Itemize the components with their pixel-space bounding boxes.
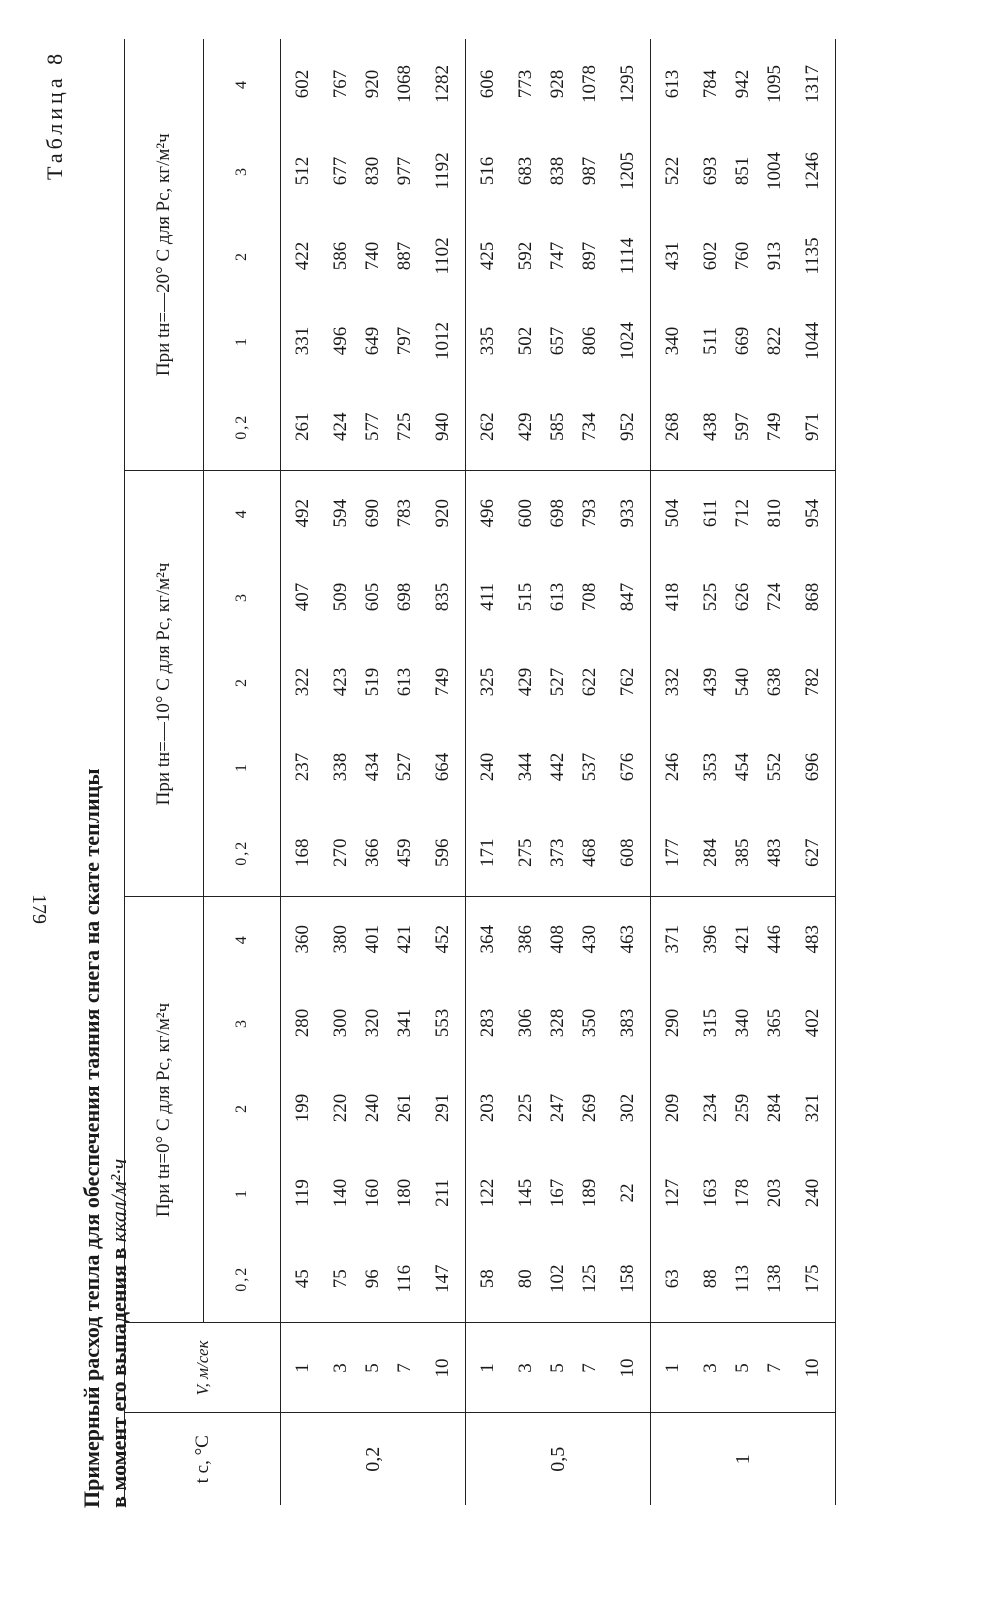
value-cell: 338 [330,752,351,782]
value-cell: 353 [700,752,721,782]
value-cell: 344 [515,752,536,782]
value-cell: 434 [362,752,383,782]
value-cell: 341 [394,1008,415,1038]
page-number: 179 [28,894,50,924]
speed-cell: 10 [606,1323,651,1413]
value-cell: 806 [579,326,600,356]
value-cell: 269 [579,1093,600,1123]
value-cell: 280 [292,1008,313,1038]
value-cell: 365 [764,1008,785,1038]
value-cell: 421 [389,897,421,981]
value-cell: 167 [547,1178,568,1208]
value-cell: 335 [466,299,511,383]
value-cell: 597 [732,412,753,441]
value-cell: 402 [802,1008,823,1038]
value-cell: 592 [515,241,536,271]
value-cell: 75 [330,1269,351,1289]
speed-cell: 3 [325,1323,357,1413]
value-cell: 240 [362,1093,383,1123]
value-cell: 483 [791,897,836,981]
value-cell: 240 [802,1178,823,1208]
value-cell: 332 [651,639,696,725]
value-cell: 605 [362,582,383,612]
value-cell: 429 [515,412,536,441]
pc-header: 3 [204,129,281,213]
value-cell: 509 [330,582,351,612]
value-cell: 602 [292,69,313,99]
speed-cell: 7 [574,1323,606,1413]
value-cell: 553 [432,1008,453,1038]
value-cell: 163 [700,1178,721,1208]
value-cell: 209 [651,1065,696,1151]
value-cell: 537 [579,752,600,782]
value-cell: 175 [802,1264,823,1293]
value-cell: 690 [357,471,389,555]
value-cell: 424 [330,412,351,441]
value-cell: 527 [394,752,415,782]
value-cell: 594 [325,471,357,555]
value-cell: 1004 [764,152,785,190]
value-cell: 386 [510,897,542,981]
pc-header: 0,2 [204,809,281,897]
value-cell: 920 [421,471,466,555]
value-cell: 350 [579,1008,600,1038]
value-cell: 1246 [802,152,823,190]
value-cell: 203 [466,1065,511,1151]
value-cell: 418 [651,555,696,639]
value-cell: 225 [515,1093,536,1123]
value-cell: 171 [466,809,511,897]
speed-cell: 7 [759,1323,791,1413]
value-cell: 325 [466,639,511,725]
value-cell: 284 [764,1093,785,1123]
temperature-header: t c, °C [125,1413,281,1505]
value-cell: 283 [466,981,511,1065]
table-row [695,39,727,1505]
value-cell: 102 [547,1264,568,1293]
speed-cell: 5 [542,1323,574,1413]
value-cell: 606 [466,39,511,129]
table-row [727,39,759,1505]
value-cell: 897 [579,241,600,271]
value-cell: 411 [466,555,511,639]
speed-cell: 7 [389,1323,421,1413]
value-cell: 22 [617,1183,638,1203]
speed-cell: 10 [421,1323,466,1413]
speed-cell: 5 [357,1323,389,1413]
value-cell: 511 [700,327,721,355]
value-cell: 835 [432,582,453,612]
title-line-1: Примерный расход тепла для обеспечения таяния снега на скате теплицы [79,768,104,1508]
value-cell: 847 [617,582,638,612]
value-cell: 613 [547,582,568,612]
value-cell: 649 [362,326,383,356]
value-cell: 747 [547,241,568,271]
value-cell: 408 [542,897,574,981]
value-cell: 552 [764,752,785,782]
temperature-cell: 0,2 [281,1413,466,1505]
value-cell: 421 [727,897,759,981]
value-cell: 693 [700,156,721,186]
pc-header: 0,2 [204,1235,281,1323]
value-cell: 1317 [802,65,823,103]
value-cell: 1282 [432,65,453,103]
value-cell: 203 [764,1178,785,1208]
value-cell: 669 [732,326,753,356]
value-cell: 940 [432,412,453,441]
value-cell: 933 [606,471,651,555]
value-cell: 734 [579,412,600,441]
value-cell: 270 [330,838,351,867]
value-cell: 340 [732,1008,753,1038]
pc-header: 2 [204,639,281,725]
table-row [542,39,574,1505]
value-cell: 527 [547,667,568,697]
value-cell: 783 [389,471,421,555]
value-cell: 80 [515,1269,536,1289]
value-cell: 422 [292,241,313,271]
value-cell: 762 [617,667,638,697]
value-cell: 452 [421,897,466,981]
value-cell: 724 [764,582,785,612]
value-cell: 797 [394,326,415,356]
value-cell: 698 [542,471,574,555]
value-cell: 496 [466,471,511,555]
value-cell: 446 [759,897,791,981]
value-cell: 468 [579,838,600,867]
value-cell: 383 [617,1008,638,1038]
value-cell: 425 [466,213,511,299]
data-table [124,39,836,1505]
value-cell: 268 [651,383,696,471]
speed-cell: 1 [651,1323,696,1413]
value-cell: 439 [700,667,721,697]
value-cell: 585 [547,412,568,441]
value-cell: 512 [292,156,313,186]
value-cell: 247 [547,1093,568,1123]
value-cell: 596 [432,838,453,867]
value-cell: 371 [651,897,696,981]
value-cell: 698 [394,582,415,612]
title-units: ккал/м²·ч [106,1158,131,1243]
value-cell: 887 [394,241,415,271]
value-cell: 373 [547,838,568,867]
value-cell: 987 [579,156,600,186]
value-cell: 438 [700,412,721,441]
value-cell: 442 [547,752,568,782]
title-line-2-prefix: в момент его выпадения в [106,1247,131,1508]
speed-cell: 1 [466,1323,511,1413]
value-cell: 1205 [617,152,638,190]
value-cell: 380 [325,897,357,981]
temperature-cell: 0,5 [466,1413,651,1505]
value-cell: 320 [362,1008,383,1038]
value-cell: 1068 [394,65,415,103]
value-cell: 96 [362,1269,383,1289]
speed-cell: 3 [510,1323,542,1413]
value-cell: 160 [362,1178,383,1208]
value-cell: 822 [764,326,785,356]
value-cell: 830 [362,156,383,186]
value-cell: 366 [362,838,383,867]
table-row [510,39,542,1505]
table-row [466,39,511,1505]
value-cell: 122 [466,1151,511,1235]
value-cell: 429 [515,667,536,697]
value-cell: 199 [292,1093,313,1123]
value-cell: 1192 [432,152,453,190]
value-cell: 1135 [802,237,823,275]
value-cell: 364 [466,897,511,981]
value-cell: 626 [732,582,753,612]
pc-header: 3 [204,555,281,639]
value-cell: 138 [764,1264,785,1293]
value-cell: 1114 [617,237,638,275]
value-cell: 810 [759,471,791,555]
value-cell: 328 [547,1008,568,1038]
speed-cell: 3 [695,1323,727,1413]
table-block [651,39,836,1505]
pc-header: 2 [204,1065,281,1151]
pc-header: 2 [204,213,281,299]
value-cell: 784 [700,69,721,99]
value-cell: 638 [764,667,785,697]
value-cell: 178 [732,1178,753,1208]
value-cell: 677 [330,156,351,186]
value-cell: 321 [802,1093,823,1123]
table-row [574,39,606,1505]
value-cell: 516 [466,129,511,213]
value-cell: 868 [802,582,823,612]
value-cell: 725 [394,412,415,441]
value-cell: 322 [292,667,313,697]
value-cell: 290 [651,981,696,1065]
value-cell: 119 [292,1179,313,1207]
pc-header: 0,2 [204,383,281,471]
value-cell: 740 [362,241,383,271]
value-cell: 577 [362,412,383,441]
value-cell: 63 [651,1235,696,1323]
value-cell: 262 [466,383,511,471]
value-cell: 913 [764,241,785,271]
value-cell: 782 [802,667,823,697]
speed-cell: 10 [791,1323,836,1413]
value-cell: 407 [292,582,313,612]
pc-header: 1 [204,1151,281,1235]
table-block [281,39,466,1505]
value-cell: 793 [574,471,606,555]
value-cell: 608 [617,838,638,867]
value-cell: 504 [651,471,696,555]
value-cell: 284 [700,838,721,867]
value-cell: 463 [606,897,651,981]
pc-header: 1 [204,299,281,383]
value-cell: 954 [791,471,836,555]
pc-header: 4 [204,471,281,555]
value-cell: 540 [732,667,753,697]
value-cell: 760 [732,241,753,271]
value-cell: 237 [292,752,313,782]
table-row [421,39,466,1505]
value-cell: 496 [330,326,351,356]
value-cell: 1295 [617,65,638,103]
value-cell: 261 [292,412,313,441]
value-cell: 423 [330,667,351,697]
table-row [281,39,326,1505]
value-cell: 189 [579,1178,600,1208]
value-cell: 396 [695,897,727,981]
value-cell: 483 [764,838,785,867]
value-cell: 664 [432,752,453,782]
value-cell: 259 [732,1093,753,1123]
value-cell: 246 [651,725,696,809]
value-cell: 622 [579,667,600,697]
value-cell: 302 [617,1093,638,1123]
group-header-minus20c: При tн=—20° С для Pc, кг/м²ч [125,39,204,471]
value-cell: 971 [802,412,823,441]
value-cell: 1044 [802,322,823,360]
value-cell: 360 [281,897,326,981]
value-cell: 291 [432,1093,453,1123]
value-cell: 977 [394,156,415,186]
value-cell: 838 [547,156,568,186]
value-cell: 712 [727,471,759,555]
pc-header: 1 [204,725,281,809]
value-cell: 306 [515,1008,536,1038]
value-cell: 177 [651,809,696,897]
value-cell: 140 [330,1178,351,1208]
pc-header: 3 [204,981,281,1065]
group-header-0c: При tн=0° С для Pc, кг/м²ч [125,897,204,1323]
group-header-minus10c: При tн=—10° С для Pc, кг/м²ч [125,471,204,897]
pc-header: 4 [204,39,281,129]
value-cell: 158 [617,1264,638,1293]
value-cell: 401 [357,897,389,981]
value-cell: 613 [651,39,696,129]
value-cell: 1102 [432,237,453,275]
value-cell: 525 [700,582,721,612]
value-cell: 942 [732,69,753,99]
value-cell: 88 [700,1269,721,1289]
value-cell: 696 [802,752,823,782]
value-cell: 1012 [432,322,453,360]
value-cell: 275 [515,838,536,867]
table-row [651,39,696,1505]
value-cell: 240 [466,725,511,809]
value-cell: 773 [515,69,536,99]
value-cell: 315 [700,1008,721,1038]
value-cell: 1078 [579,65,600,103]
value-cell: 502 [515,326,536,356]
speed-header: V, м/сек [125,1323,281,1413]
value-cell: 234 [700,1093,721,1123]
pc-header: 4 [204,897,281,981]
value-cell: 431 [651,213,696,299]
table-block [466,39,651,1505]
value-cell: 928 [547,69,568,99]
value-cell: 676 [617,752,638,782]
value-cell: 683 [515,156,536,186]
table-row [357,39,389,1505]
value-cell: 851 [732,156,753,186]
value-cell: 211 [432,1179,453,1207]
value-cell: 749 [764,412,785,441]
temperature-cell: 1 [651,1413,836,1505]
value-cell: 300 [330,1008,351,1038]
value-cell: 113 [732,1264,753,1293]
value-cell: 220 [330,1093,351,1123]
value-cell: 708 [579,582,600,612]
value-cell: 657 [547,326,568,356]
value-cell: 168 [292,838,313,867]
speed-cell: 1 [281,1323,326,1413]
value-cell: 331 [292,326,313,356]
value-cell: 385 [732,838,753,867]
value-cell: 613 [394,667,415,697]
value-cell: 58 [466,1235,511,1323]
value-cell: 952 [617,412,638,441]
value-cell: 261 [394,1093,415,1123]
value-cell: 600 [510,471,542,555]
speed-cell: 5 [727,1323,759,1413]
value-cell: 920 [362,69,383,99]
value-cell: 180 [394,1178,415,1208]
value-cell: 1095 [764,65,785,103]
table-row [791,39,836,1505]
table-label: Таблица 8 [42,49,67,180]
value-cell: 611 [695,471,727,555]
value-cell: 127 [651,1151,696,1235]
value-cell: 586 [330,241,351,271]
value-cell: 45 [292,1269,313,1289]
value-cell: 749 [432,667,453,697]
table-row [389,39,421,1505]
value-cell: 602 [700,241,721,271]
value-cell: 522 [651,129,696,213]
value-cell: 147 [432,1264,453,1293]
table-row [606,39,651,1505]
value-cell: 627 [802,838,823,867]
value-cell: 454 [732,752,753,782]
value-cell: 340 [651,299,696,383]
value-cell: 116 [394,1264,415,1293]
value-cell: 515 [515,582,536,612]
value-cell: 430 [574,897,606,981]
table-row [759,39,791,1505]
table-row [325,39,357,1505]
value-cell: 459 [394,838,415,867]
value-cell: 519 [362,667,383,697]
value-cell: 125 [579,1264,600,1293]
value-cell: 145 [515,1178,536,1208]
value-cell: 1024 [617,322,638,360]
value-cell: 767 [330,69,351,99]
value-cell: 492 [281,471,326,555]
